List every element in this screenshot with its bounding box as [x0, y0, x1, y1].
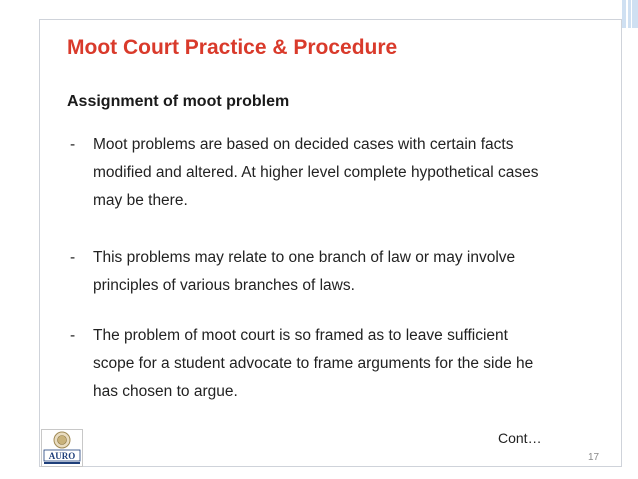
- bullet-line: The problem of moot court is so framed as to leave sufficient: [93, 327, 508, 344]
- slide-subtitle: Assignment of moot problem: [67, 93, 290, 110]
- bullet-line: has chosen to argue.: [93, 383, 238, 400]
- slide-title: Moot Court Practice & Procedure: [67, 36, 398, 59]
- bullet-dash: -: [70, 327, 76, 344]
- bullet-dash: -: [70, 136, 76, 153]
- bullet-dash: -: [70, 249, 76, 266]
- corner-accent-stripe: [631, 0, 632, 28]
- corner-accent-stripe: [626, 0, 628, 28]
- bullet-line: scope for a student advocate to frame arguments for the side he: [93, 355, 534, 372]
- continued-label: Cont…: [498, 430, 542, 446]
- bullet-line: Moot problems are based on decided cases with certain facts: [93, 136, 514, 153]
- svg-text:AURO: AURO: [48, 451, 76, 461]
- bullet-item: [70, 131, 600, 215]
- bullet-line: modified and altered. At higher level complete hypothetical cases: [93, 164, 539, 181]
- university-seal-icon: [41, 429, 83, 467]
- page-number: 17: [588, 452, 600, 463]
- bullet-line: This problems may relate to one branch of law or may involve: [93, 249, 516, 266]
- bullet-item: [70, 244, 600, 300]
- bullet-item: [70, 322, 600, 406]
- corner-accent: [622, 0, 638, 28]
- bullet-line: may be there.: [93, 192, 188, 209]
- bullet-line: principles of various branches of laws.: [93, 277, 355, 294]
